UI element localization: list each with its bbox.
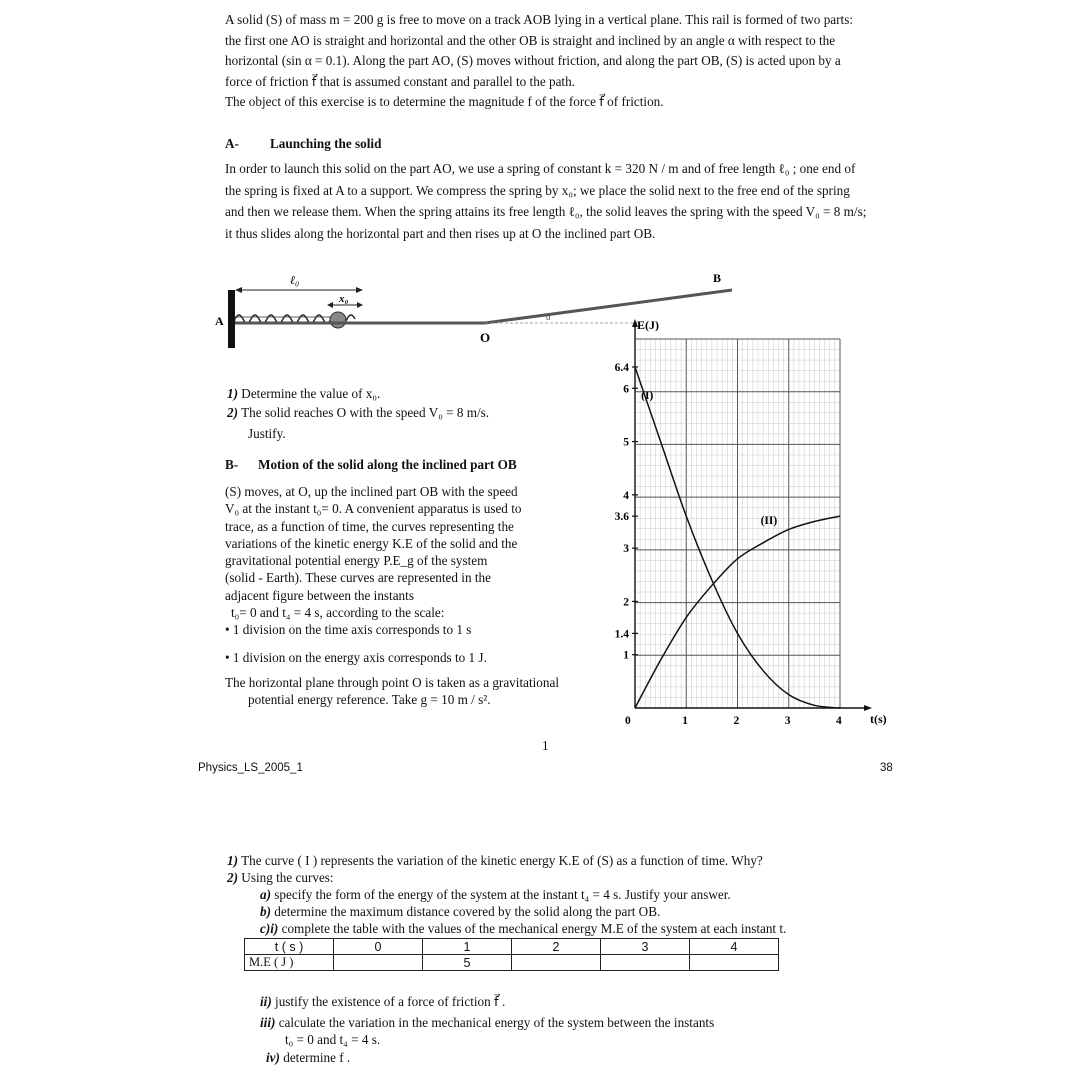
table-cell: 0 — [334, 939, 423, 955]
table-row — [245, 939, 779, 955]
l0-arrow-right — [356, 287, 363, 293]
x-tick-label: 0 — [625, 715, 631, 727]
x-axis-arrow — [864, 705, 872, 711]
x0-arrow-right — [357, 302, 363, 308]
question-c-ii-number: ii) — [260, 994, 272, 1009]
y-tick-label: 1 — [623, 649, 629, 662]
table-cell: 1 — [423, 939, 512, 955]
table-cell — [334, 955, 423, 971]
footer-right: 38 — [880, 762, 893, 774]
y-tick-label: 6.4 — [614, 361, 629, 374]
footer-left: Physics_LS_2005_1 — [198, 762, 303, 774]
x-axis-label: t(s) — [870, 712, 887, 726]
part-b-letter: B- — [225, 457, 239, 472]
part-b-line: adjacent figure between the instants — [225, 587, 414, 603]
question-c-ii-text: justify the existence of a force of friction f⃗ . — [275, 994, 506, 1009]
part-a-letter: A- — [225, 136, 239, 151]
part-b-line: variations of the kinetic energy K.E of the solid and the — [225, 535, 518, 551]
question-a2-text: The solid reaches O with the speed V₀ = 8 m/s. — [241, 405, 490, 420]
question-b2c-number: c)i) — [260, 921, 279, 936]
part-a-title: Launching the solid — [270, 136, 382, 151]
x-tick-label: 4 — [836, 715, 842, 727]
table-cell: 5 — [423, 955, 512, 971]
question-c-iv — [266, 1049, 350, 1067]
question-b1-text: The curve ( I ) represents the variation of the kinetic energy K.E of (S) as a function of time. Why? — [241, 853, 763, 868]
series-label: (II) — [760, 515, 778, 528]
question-b2 — [227, 869, 334, 887]
part-a-text: In order to launch this solid on the part AO, we use a spring of constant k = 320 N / m and of free length ℓ₀ ; one end of the spring is fixed at A to a support. We compress the spring by x₀; we place the solid next to the free end of the spring and then we release them. When the spring attains its free length ℓ₀, the solid leaves the spring with the speed V₀ = 8 m/s; it thus slides along the horizontal part and then rises up at O the inclined part OB. — [225, 161, 867, 241]
question-c-iii — [260, 1014, 714, 1032]
part-b-line: trace, as a function of time, the curves representing the — [225, 518, 514, 534]
table-cell — [601, 955, 690, 971]
y-axis-label: E(J) — [637, 318, 659, 332]
question-b2-text: Using the curves: — [241, 870, 334, 885]
table-cell: t ( s ) — [245, 939, 334, 955]
page-number: 1 — [542, 738, 549, 753]
question-c-iii-number: iii) — [260, 1015, 276, 1030]
question-c-ii — [260, 993, 505, 1011]
part-b-line: • 1 division on the time axis corresponds to 1 s — [225, 622, 472, 638]
x-tick-label: 3 — [784, 715, 791, 727]
x0-arrow-left — [327, 302, 333, 308]
table-cell — [690, 955, 779, 971]
l0-arrow-left — [235, 287, 242, 293]
objective-paragraph: The object of this exercise is to determine the magnitude f of the force f⃗ of friction. — [225, 94, 664, 109]
question-b2c-text: complete the table with the values of the mechanical energy M.E of the system at each instant t. — [281, 921, 787, 936]
y-tick-label: 2 — [623, 596, 629, 609]
question-c-iv-text: determine f . — [283, 1050, 351, 1065]
question-b2b — [260, 903, 660, 921]
question-a1-number: 1) — [227, 386, 238, 401]
question-a2-justify: Justify. — [248, 426, 286, 441]
series-label: (I) — [641, 389, 654, 402]
part-b-line: t₀= 0 and t₄ = 4 s, according to the scale: — [231, 605, 445, 621]
energy-chart — [600, 310, 900, 730]
question-b2-number: 2) — [227, 870, 238, 885]
question-a2-number: 2) — [227, 405, 238, 420]
intro-paragraph: A solid (S) of mass m = 200 g is free to move on a track AOB lying in a vertical plane. This rail is formed of two parts: the first one AO is straight and horizontal and the other OB is straight and inclined by an angle α with respect to the horizontal (sin α = 0.1). Along the part AO, (S) moves without friction, and along the part OB, (S) is acted upon by a force of friction f⃗ that is assumed constant and parallel to the path. — [225, 12, 853, 89]
y-tick-label: 3 — [623, 543, 629, 556]
x-tick-label: 1 — [682, 715, 688, 727]
figure-label-a: A — [215, 314, 224, 328]
question-a1-text: Determine the value of x₀. — [241, 386, 381, 401]
question-b2a-number: a) — [260, 887, 271, 902]
question-a1 — [227, 385, 380, 403]
solid-ball — [330, 312, 346, 328]
y-tick-label: 3.6 — [614, 511, 629, 524]
question-b2c — [260, 920, 786, 938]
table-cell — [512, 955, 601, 971]
question-b2b-text: determine the maximum distance covered by the solid along the part OB. — [274, 904, 661, 919]
mechanical-energy-table — [244, 938, 779, 971]
question-b2b-number: b) — [260, 904, 271, 919]
alpha-label: α — [546, 312, 551, 322]
table-cell: M.E ( J ) — [245, 955, 334, 971]
part-b-line: (S) moves, at O, up the inclined part OB with the speed — [225, 484, 518, 499]
part-b-line: V₀ at the instant t₀= 0. A convenient apparatus is used to — [225, 501, 522, 517]
question-b1-number: 1) — [227, 853, 238, 868]
question-b1 — [227, 852, 763, 870]
part-b-description — [225, 483, 610, 639]
question-c-iii-instants: t₀ = 0 and t₄ = 4 s. — [285, 1032, 381, 1047]
figure-label-b: B — [713, 271, 722, 285]
question-b2a-text: specify the form of the energy of the system at the instant t₄ = 4 s. Justify your answer. — [274, 887, 731, 902]
wall-support — [228, 290, 235, 348]
table-row — [245, 955, 779, 971]
table-cell: 2 — [512, 939, 601, 955]
figure-label-o: O — [480, 330, 491, 345]
reference-line-2: potential energy reference. Take g = 10 m / s². — [248, 692, 491, 707]
question-c-iii-text: calculate the variation in the mechanical energy of the system between the instants — [278, 1015, 715, 1030]
l0-label: ℓ₀ — [290, 273, 300, 287]
y-tick-label: 1.4 — [614, 628, 629, 641]
part-b-line: gravitational potential energy P.E_g of the system — [225, 553, 488, 569]
part-b-line: (solid - Earth). These curves are represented in the — [225, 570, 491, 586]
question-a2 — [227, 404, 489, 422]
scale-energy-line: • 1 division on the energy axis corresponds to 1 J. — [225, 650, 487, 665]
table-cell: 3 — [601, 939, 690, 955]
reference-line-1: The horizontal plane through point O is taken as a gravitational — [225, 675, 559, 690]
table-cell: 4 — [690, 939, 779, 955]
question-b2a — [260, 886, 731, 904]
part-b-title: Motion of the solid along the inclined part OB — [258, 457, 517, 472]
question-c-iv-number: iv) — [266, 1050, 280, 1065]
intro-text — [225, 10, 870, 113]
x-tick-label: 2 — [733, 715, 740, 727]
y-tick-label: 4 — [623, 489, 629, 502]
y-tick-label: 6 — [623, 383, 629, 396]
x0-label: x₀ — [339, 293, 349, 305]
y-tick-label: 5 — [623, 436, 629, 449]
